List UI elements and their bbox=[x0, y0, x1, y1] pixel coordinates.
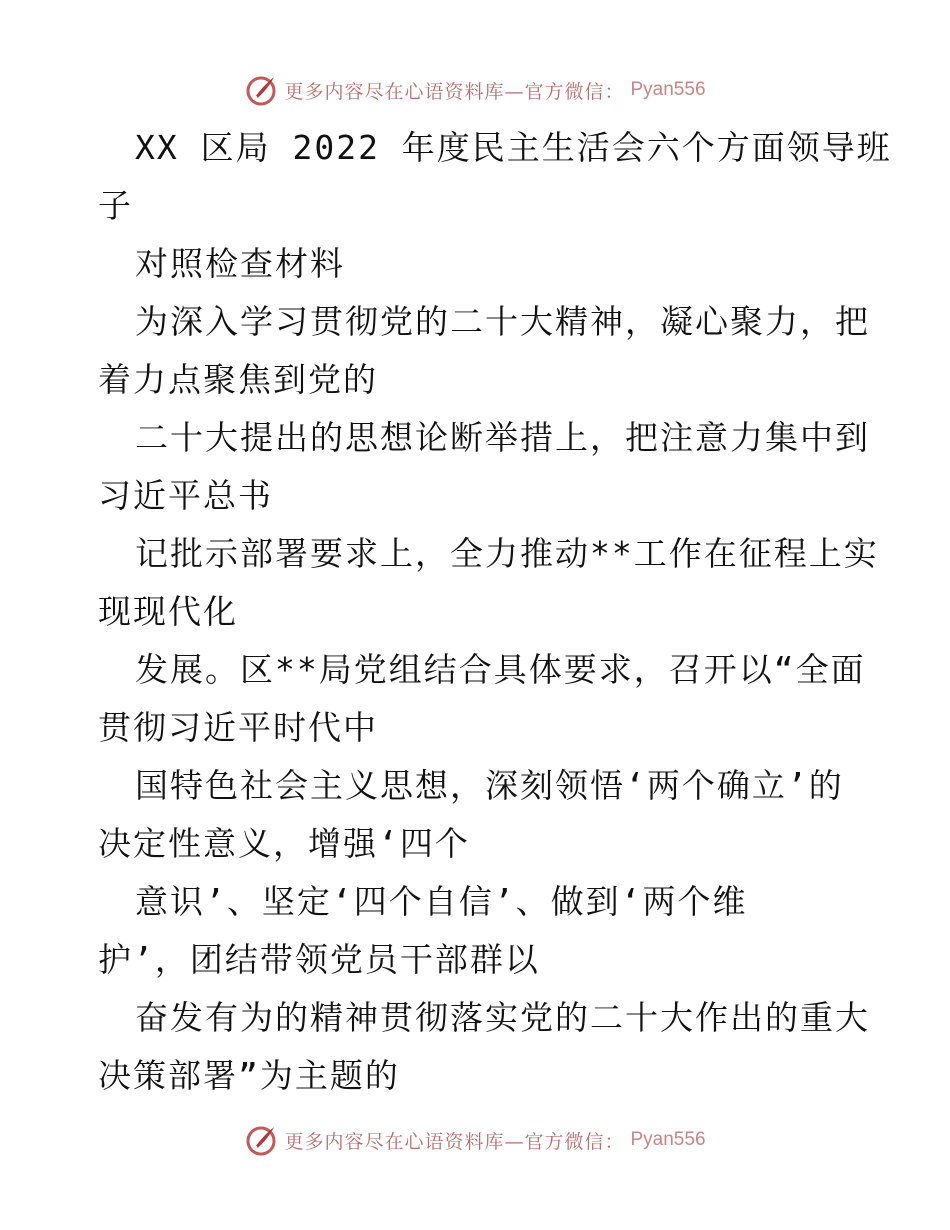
paragraph-line: 二十大提出的思想论断举措上，把注意力集中到 bbox=[135, 418, 870, 457]
paragraph-line: 决策部署”为主题的 bbox=[98, 1056, 400, 1095]
quill-pen-icon bbox=[244, 1123, 278, 1157]
title-line: XX 区局 2022 年度民主生活会六个方面领导班 bbox=[135, 128, 892, 167]
subtitle-line: 对照检查材料 bbox=[135, 244, 345, 283]
paragraph-line: 记批示部署要求上，全力推动**工作在征程上实 bbox=[135, 534, 879, 573]
banner-wechat-id: Pyan556 bbox=[630, 1129, 706, 1150]
paragraph-line: 现现代化 bbox=[98, 592, 238, 631]
paragraph-line: 国特色社会主义思想，深刻领悟‘两个确立’的 bbox=[135, 766, 844, 805]
paragraph-line: 护’，团结带领党员干部群以 bbox=[98, 940, 540, 979]
paragraph-line: 发展。区**局党组结合具体要求，召开以“全面 bbox=[135, 650, 866, 689]
banner-wechat-id: Pyan556 bbox=[630, 79, 706, 100]
footer-banner bbox=[0, 1120, 950, 1160]
paragraph-line: 决定性意义，增强‘四个 bbox=[98, 824, 470, 863]
paragraph-line: 为深入学习贯彻党的二十大精神，凝心聚力，把 bbox=[135, 302, 870, 341]
paragraph-line: 着力点聚焦到党的 bbox=[98, 360, 378, 399]
banner-text: 更多内容尽在心语资料库—官方微信： bbox=[284, 1130, 625, 1153]
banner-text: 更多内容尽在心语资料库—官方微信： bbox=[284, 80, 625, 103]
title-line: 子 bbox=[98, 186, 133, 225]
paragraph-line: 奋发有为的精神贯彻落实党的二十大作出的重大 bbox=[135, 998, 870, 1037]
paragraph-line: 意识’、坚定‘四个自信’、做到‘两个维 bbox=[135, 882, 748, 921]
paragraph-line: 习近平总书 bbox=[98, 476, 273, 515]
paragraph-line: 贯彻习近平时代中 bbox=[98, 708, 378, 747]
